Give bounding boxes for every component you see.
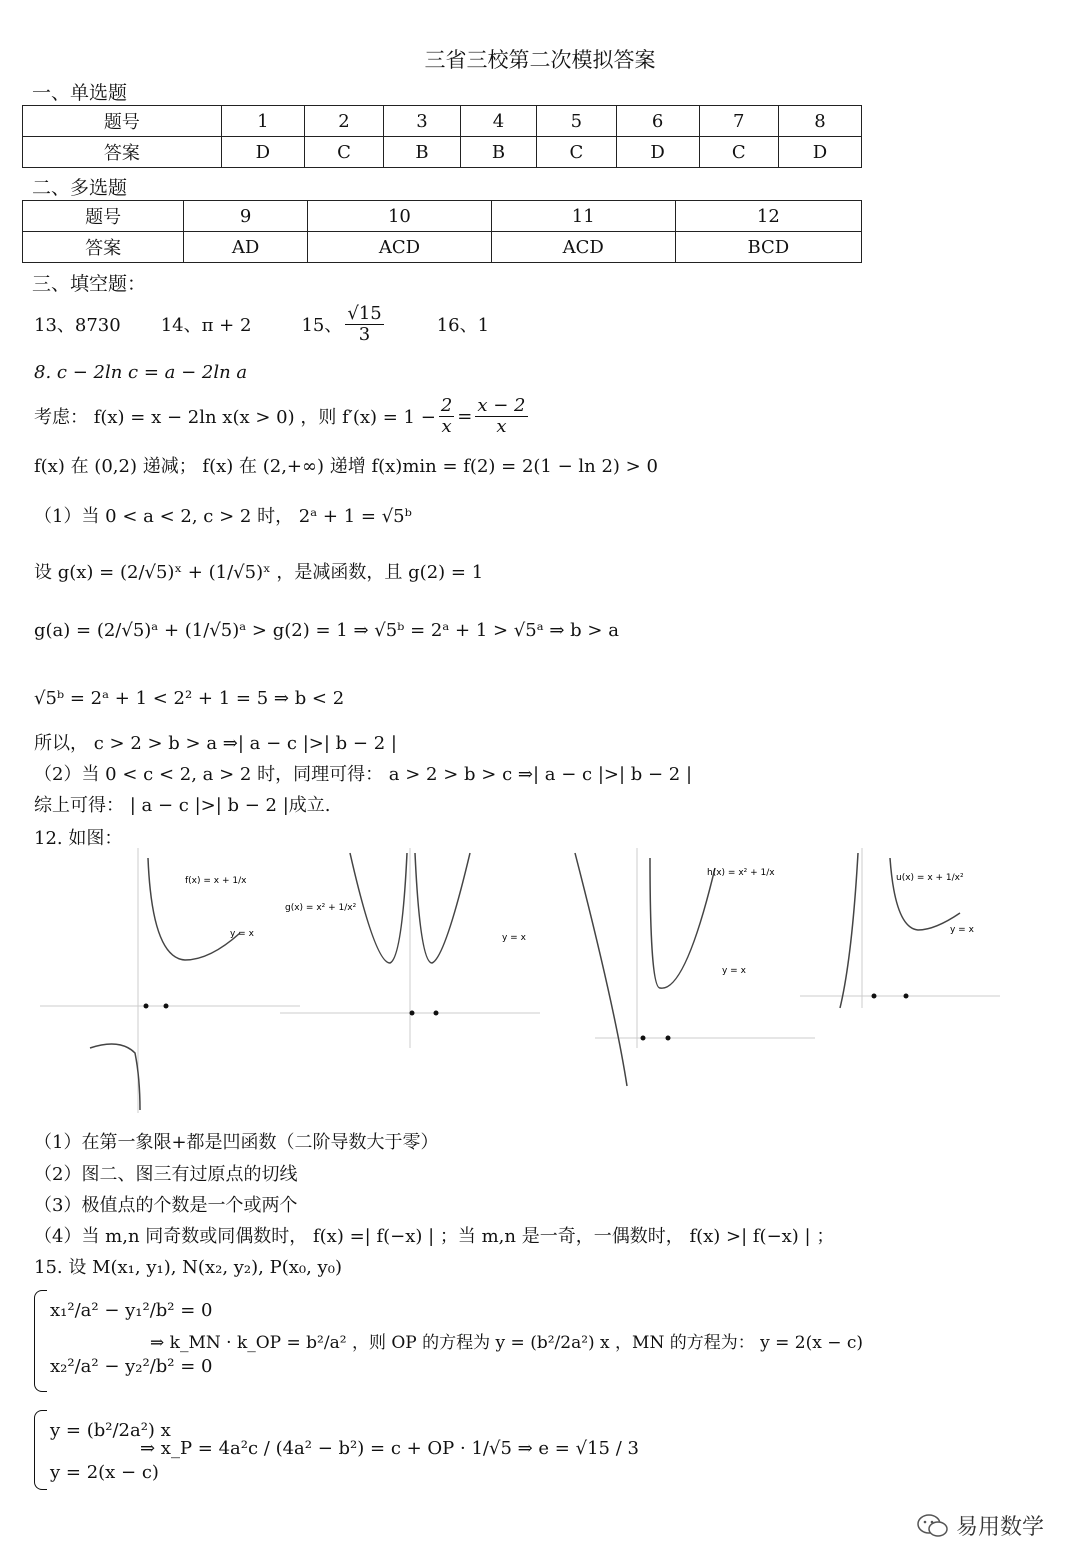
q12-point1: （1）在第一象限+都是凹函数（二阶导数大于零） <box>34 1132 439 1153</box>
q12-point4: （4）当 m,n 同奇数或同偶数时， f(x) =| f(−x) | ；当 m,n 是一奇，一偶数时， f(x) >| f(−x) | ； <box>34 1226 835 1247</box>
table-row <box>23 201 862 232</box>
q8-line1: 8. c − 2ln c = a − 2ln a <box>34 362 248 383</box>
graph-f <box>40 848 300 1113</box>
q12-point2: （2）图二、图三有过原点的切线 <box>34 1164 298 1185</box>
graph-g-label: g(x) = x² + 1/x² <box>285 903 357 913</box>
answer-13: 13、8730 <box>34 315 121 337</box>
cell: 2 <box>304 106 383 137</box>
cell: C <box>699 137 778 168</box>
cell: 10 <box>308 201 492 232</box>
cell: 4 <box>460 106 536 137</box>
cell: D <box>221 137 304 168</box>
q15-system2-eq1: y = (b²/2a²) x <box>50 1420 171 1441</box>
cell: D <box>616 137 699 168</box>
cell: 9 <box>184 201 308 232</box>
cell: 答案 <box>23 232 184 263</box>
cell: ACD <box>491 232 675 263</box>
q8-line10: 综上可得： | a − c |>| b − 2 |成立. <box>34 795 331 816</box>
cell: 5 <box>537 106 616 137</box>
answer-16: 16、1 <box>436 315 490 337</box>
cell: 6 <box>616 106 699 137</box>
q8-line2: 考虑： f(x) = x − 2ln x(x > 0) ，则 f′(x) = 1 − $\frac{2}{x}$ = $\frac{x - 2}{x}$ <box>34 395 526 437</box>
q15-line1: 15. 设 M(x₁, y₁), N(x₂, y₂), P(x₀, y₀) <box>34 1257 342 1278</box>
q8-line4: （1）当 0 < a < 2, c > 2 时， 2ᵃ + 1 = √5ᵇ <box>34 506 412 527</box>
graph-f-label: f(x) = x + 1/x <box>185 876 247 886</box>
cell: 11 <box>491 201 675 232</box>
table-row <box>23 232 862 263</box>
q12-point3: （3）极值点的个数是一个或两个 <box>34 1195 298 1216</box>
answer-14: 14、π + 2 <box>160 315 252 337</box>
cell: B <box>384 137 460 168</box>
cell: 8 <box>778 106 861 137</box>
section-single-choice: 一、单选题 <box>32 82 128 104</box>
q12-heading: 12. 如图： <box>34 828 123 849</box>
q8-line6: g(a) = (2/√5)ᵃ + (1/√5)ᵃ > g(2) = 1 ⇒ √5ᵇ = 2ᵃ + 1 > √5ᵃ ⇒ b > a <box>34 620 619 641</box>
cell: C <box>537 137 616 168</box>
cell: ACD <box>308 232 492 263</box>
graph-f-line-label: y = x <box>230 929 254 939</box>
graph-g-line-label: y = x <box>502 933 526 943</box>
wechat-icon <box>916 1512 950 1540</box>
q15-result1: ⇒ k_MN · k_OP = b²/a² ，则 OP 的方程为 y = (b²/2a²) x ，MN 的方程为： y = 2(x − c) <box>150 1333 864 1353</box>
watermark <box>916 1510 1044 1541</box>
cell: BCD <box>675 232 861 263</box>
q8-line9: （2）当 0 < c < 2, a > 2 时，同理可得： a > 2 > b > c ⇒| a − c |>| b − 2 | <box>34 764 693 785</box>
cell: 12 <box>675 201 861 232</box>
watermark-text: 易用数学 <box>955 1515 1044 1540</box>
cell: 7 <box>699 106 778 137</box>
q8-line8: 所以， c > 2 > b > a ⇒| a − c |>| b − 2 | <box>34 733 397 754</box>
graph-u-label: u(x) = x + 1/x² <box>896 873 964 883</box>
cell: 答案 <box>23 137 222 168</box>
table-row <box>23 106 862 137</box>
fill-blank-answers <box>34 304 489 345</box>
q8-line5: 设 g(x) = (2/√5)ˣ + (1/√5)ˣ ，是减函数，且 g(2) = 1 <box>34 562 484 583</box>
q15-result2: ⇒ x_P = 4a²c / (4a² − b²) = c + OP · 1/√5 ⇒ e = √15 / 3 <box>140 1438 639 1459</box>
cell: 题号 <box>23 201 184 232</box>
q15-system1-eq1: x₁²/a² − y₁²/b² = 0 <box>50 1300 213 1321</box>
cell: 3 <box>384 106 460 137</box>
cell: 1 <box>221 106 304 137</box>
system-brace-2 <box>34 1410 47 1490</box>
q15-system1-eq2: x₂²/a² − y₂²/b² = 0 <box>50 1356 213 1377</box>
graph-g <box>280 848 540 1113</box>
q8-line3: f(x) 在 (0,2) 递减； f(x) 在 (2,+∞) 递增 f(x)min = f(2) = 2(1 − ln 2) > 0 <box>34 456 658 477</box>
cell: D <box>778 137 861 168</box>
cell: 题号 <box>23 106 222 137</box>
graph-h-line-label: y = x <box>722 966 746 976</box>
q15-system2-eq2: y = 2(x − c) <box>50 1462 159 1483</box>
cell: B <box>460 137 536 168</box>
single-choice-table <box>22 105 862 168</box>
graph-u <box>800 848 1000 1113</box>
q8-line7: √5ᵇ = 2ᵃ + 1 < 2² + 1 = 5 ⇒ b < 2 <box>34 688 345 709</box>
section-multi-choice: 二、多选题 <box>32 177 128 199</box>
page-title: 三省三校第二次模拟答案 <box>424 48 656 72</box>
graph-u-line-label: y = x <box>950 925 974 935</box>
answer-15-prefix: 15、 <box>301 315 343 337</box>
cell: C <box>304 137 383 168</box>
multi-choice-table <box>22 200 862 263</box>
system-brace-1 <box>34 1290 47 1392</box>
graph-h-label: h(x) = x² + 1/x <box>707 868 775 878</box>
table-row <box>23 137 862 168</box>
answer-15-fraction: $\frac{√15}{3}$ <box>347 303 382 345</box>
cell: AD <box>184 232 308 263</box>
graph-h <box>565 848 815 1113</box>
section-fill-blank: 三、填空题： <box>32 273 147 295</box>
